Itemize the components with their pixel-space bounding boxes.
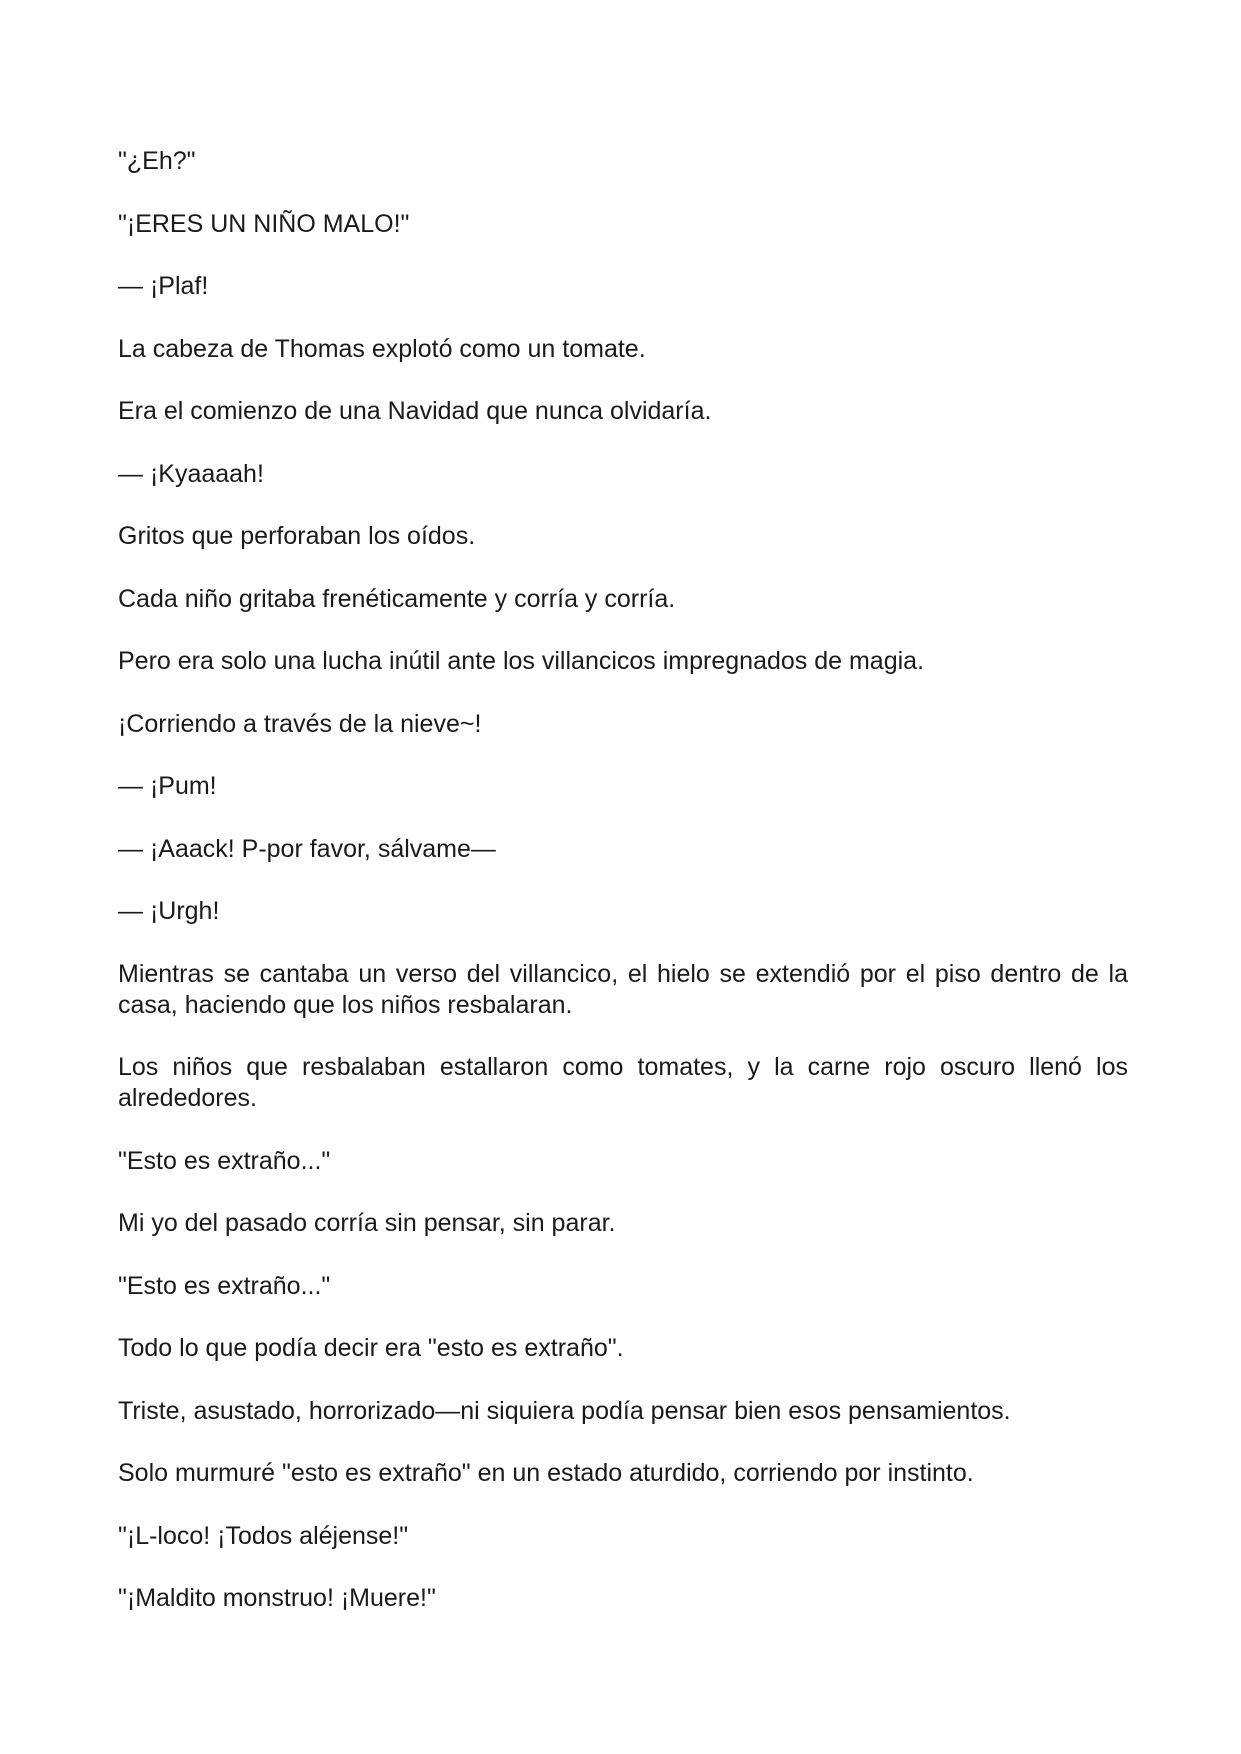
paragraph: Pero era solo una lucha inútil ante los villancicos impregnados de magia.: [118, 647, 925, 675]
paragraph: "Esto es extraño...": [118, 1271, 331, 1300]
paragraph: — ¡Aaack! P-por favor, sálvame—: [118, 834, 496, 863]
paragraph: La cabeza de Thomas explotó como un tomate.: [118, 334, 646, 363]
paragraph: — ¡Pum!: [118, 772, 217, 800]
document-body: [118, 146, 1128, 1646]
paragraph: — ¡Kyaaaah!: [118, 459, 264, 488]
paragraph: Solo murmuré "esto es extraño" en un estado aturdido, corriendo por instinto.: [118, 1459, 974, 1487]
paragraph: "¿Eh?": [118, 147, 196, 175]
paragraph: Mi yo del pasado corría sin pensar, sin parar.: [118, 1209, 616, 1237]
paragraph: Los niños que resbalaban estallaron como tomates, y la carne rojo oscuro llenó los alrededores.: [118, 1053, 1128, 1112]
paragraph: — ¡Plaf!: [118, 272, 209, 300]
paragraph: Mientras se cantaba un verso del villancico, el hielo se extendió por el piso dentro de la casa, haciendo que los niños resbalaran.: [118, 959, 1128, 1019]
paragraph: Todo lo que podía decir era "esto es extraño".: [118, 1334, 624, 1362]
paragraph: "¡L-loco! ¡Todos aléjense!": [118, 1521, 409, 1550]
paragraph: "Esto es extraño...": [118, 1146, 331, 1175]
paragraph: Gritos que perforaban los oídos.: [118, 522, 476, 550]
paragraph: ¡Corriendo a través de la nieve~!: [118, 709, 482, 738]
paragraph: "¡Maldito monstruo! ¡Muere!": [118, 1584, 436, 1612]
paragraph: Cada niño gritaba frenéticamente y corría y corría.: [118, 584, 676, 613]
paragraph: Era el comienzo de una Navidad que nunca olvidaría.: [118, 397, 712, 425]
paragraph: "¡ERES UN NIÑO MALO!": [118, 209, 410, 238]
paragraph: Triste, asustado, horrorizado—ni siquiera podía pensar bien esos pensamientos.: [118, 1396, 1011, 1425]
paragraph: — ¡Urgh!: [118, 897, 220, 925]
